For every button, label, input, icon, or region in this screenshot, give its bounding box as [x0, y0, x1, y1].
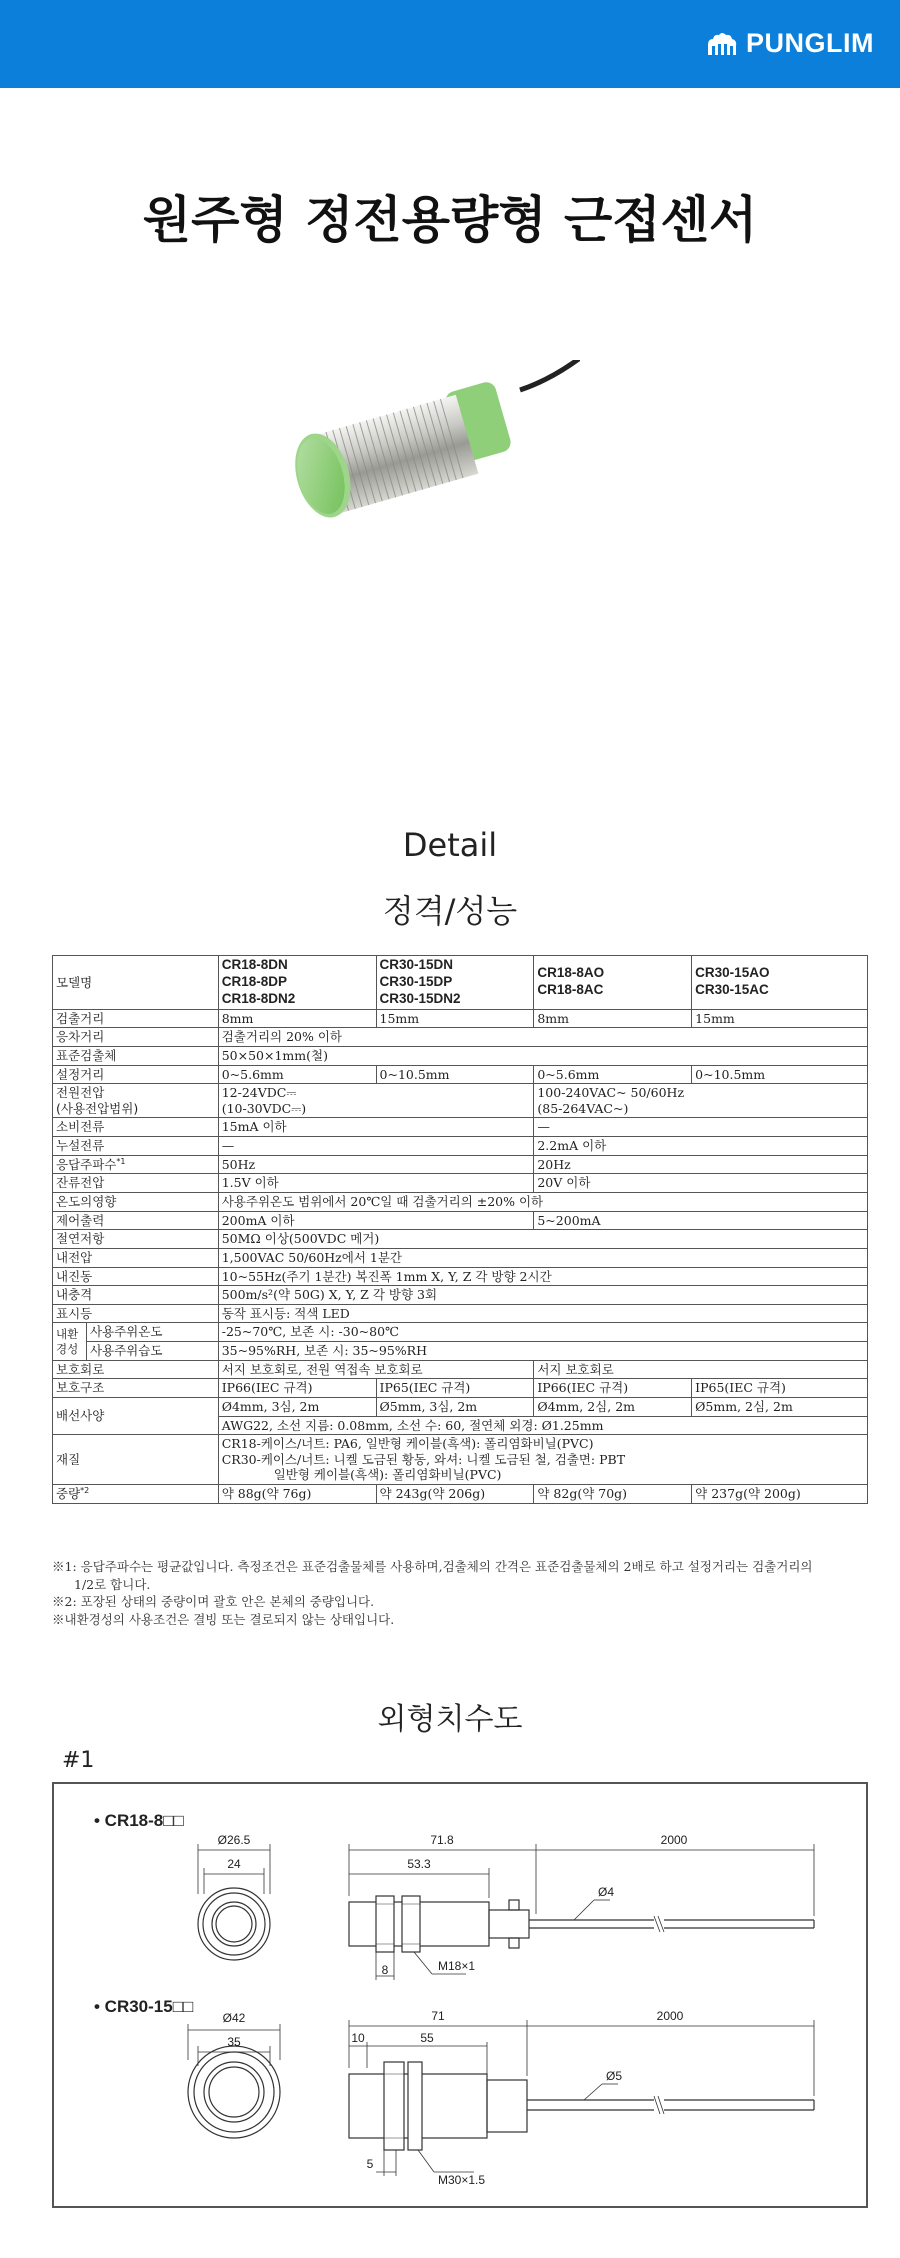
dim-label: 71	[431, 2009, 445, 2023]
table-row	[53, 1174, 868, 1193]
dimension-drawing	[52, 1782, 868, 2208]
model-cell: CR30-15AO CR30-15AC	[692, 956, 868, 1010]
table-row	[53, 1230, 868, 1249]
dim-label: 55	[420, 2031, 434, 2045]
table-cell: -25~70℃, 보존 시: -30~80℃	[218, 1323, 867, 1342]
drawing-canvas	[54, 1784, 866, 2206]
table-row	[53, 1286, 868, 1305]
row-label: 제어출력	[53, 1211, 219, 1230]
table-cell: Ø4mm, 2심, 2m	[534, 1397, 692, 1416]
table-cell: Ø5mm, 3심, 2m	[376, 1397, 534, 1416]
dim-label: M30×1.5	[438, 2173, 486, 2187]
table-row	[53, 1342, 868, 1361]
row-label: 절연저항	[53, 1230, 219, 1249]
table-row	[53, 1046, 868, 1065]
footnote: 1/2로 합니다.	[74, 1576, 151, 1592]
table-row	[53, 1193, 868, 1212]
brand-logo[interactable]	[706, 28, 874, 59]
spec-heading: 정격/성능	[382, 892, 518, 930]
model-cell: CR18-8DN CR18-8DP CR18-8DN2	[218, 956, 376, 1010]
table-cell: 2.2mA 이하	[534, 1137, 868, 1156]
table-cell: 35~95%RH, 보존 시: 35~95%RH	[218, 1342, 867, 1361]
table-cell: 약 243g(약 206g)	[376, 1485, 534, 1504]
product-image	[280, 360, 580, 540]
row-label: 내환경성	[53, 1323, 87, 1360]
table-cell: 0~10.5mm	[376, 1065, 534, 1084]
table-cell: Ø5mm, 2심, 2m	[692, 1397, 868, 1416]
dim-label: Ø26.5	[217, 1833, 251, 1847]
table-cell: 0~10.5mm	[692, 1065, 868, 1084]
dim-label: 53.3	[407, 1857, 431, 1871]
table-row	[53, 956, 868, 1010]
table-cell: IP65(IEC 규격)	[376, 1379, 534, 1398]
row-label: 검출거리	[53, 1009, 219, 1028]
dim-label: 5	[366, 2157, 374, 2171]
table-row	[53, 1211, 868, 1230]
table-row	[53, 1360, 868, 1379]
table-cell: 검출거리의 20% 이하	[218, 1028, 867, 1047]
table-cell: Ø4mm, 3심, 2m	[218, 1397, 376, 1416]
dim-label: 10	[351, 2031, 365, 2045]
table-cell: 50Hz	[218, 1155, 534, 1174]
row-label: 설정거리	[53, 1065, 219, 1084]
brand-name: PUNGLIM	[746, 28, 874, 58]
table-row	[53, 1137, 868, 1156]
table-cell: 1.5V 이하	[218, 1174, 534, 1193]
table-cell: 8mm	[534, 1009, 692, 1028]
table-cell: 0~5.6mm	[534, 1065, 692, 1084]
detail-heading: Detail	[402, 826, 498, 864]
row-label: 응차거리	[53, 1028, 219, 1047]
table-cell: IP66(IEC 규격)	[534, 1379, 692, 1398]
spec-table	[52, 955, 868, 1504]
table-row	[53, 1304, 868, 1323]
row-label: 내전압	[53, 1248, 219, 1267]
table-cell: 100-240VAC~ 50/60Hz (85-264VAC~)	[534, 1084, 868, 1118]
table-cell: 20V 이하	[534, 1174, 868, 1193]
figure-label: #1	[62, 1748, 95, 1773]
table-cell: 10~55Hz(주기 1분간) 복진폭 1mm X, Y, Z 각 방향 2시간	[218, 1267, 867, 1286]
page-title: 원주형 정전용량형 근접센서	[142, 191, 758, 249]
footnote: ※내환경성의 사용조건은 결빙 또는 결로되지 않는 상태입니다.	[52, 1611, 395, 1627]
table-cell: 15mA 이하	[218, 1118, 534, 1137]
dimensions-heading: 외형치수도	[377, 1702, 523, 1737]
dim-label: Ø5	[606, 2069, 623, 2083]
row-label: 내진동	[53, 1267, 219, 1286]
row-sublabel: 사용주위습도	[86, 1342, 218, 1361]
dim-label: 71.8	[430, 1833, 454, 1847]
table-cell: 약 237g(약 200g)	[692, 1485, 868, 1504]
table-row	[53, 1155, 868, 1174]
table-row	[53, 1323, 868, 1342]
table-cell: 200mA 이하	[218, 1211, 534, 1230]
table-cell: —	[218, 1137, 534, 1156]
table-cell: AWG22, 소선 지름: 0.08mm, 소선 수: 60, 절연체 외경: Ø1.25mm	[218, 1416, 867, 1435]
table-row	[53, 1028, 868, 1047]
table-cell: CR18-케이스/너트: PA6, 일반형 케이블(흑색): 폴리염화비닐(PVC) CR30-케이스/너트: 니켈 도금된 황동, 와셔: 니켈 도금된 철, 검출면: PBT 일반형 케이블(흑색): 폴리염화비닐(PVC)	[218, 1435, 867, 1485]
table-cell: IP65(IEC 규격)	[692, 1379, 868, 1398]
table-row	[53, 1267, 868, 1286]
table-cell: 사용주위온도 범위에서 20℃일 때 검출거리의 ±20% 이하	[218, 1193, 867, 1212]
row-label: 보호구조	[53, 1379, 219, 1398]
footnotes	[52, 1558, 872, 1628]
dim-label: 2000	[656, 2009, 684, 2023]
table-cell: 약 88g(약 76g)	[218, 1485, 376, 1504]
row-label: 중량$^{*2}$	[53, 1485, 219, 1504]
row-label: 보호회로	[53, 1360, 219, 1379]
table-cell: —	[534, 1118, 868, 1137]
dim-label: 8	[381, 1963, 389, 1977]
model-cell: CR30-15DN CR30-15DP CR30-15DN2	[376, 956, 534, 1010]
model-label-b: • CR30-15□□	[94, 1997, 194, 2016]
row-label: 배선사양	[53, 1397, 219, 1434]
row-label: 표시등	[53, 1304, 219, 1323]
table-cell: 500m/s²(약 50G) X, Y, Z 각 방향 3회	[218, 1286, 867, 1305]
table-cell: 15mm	[692, 1009, 868, 1028]
dim-label: M18×1	[438, 1959, 476, 1973]
table-row	[53, 1397, 868, 1416]
table-cell: IP66(IEC 규격)	[218, 1379, 376, 1398]
table-row	[53, 1118, 868, 1137]
table-cell: 8mm	[218, 1009, 376, 1028]
table-cell: 서지 보호회로, 전원 역접속 보호회로	[218, 1360, 534, 1379]
header-bar	[0, 0, 900, 88]
table-cell: 50×50×1mm(철)	[218, 1046, 867, 1065]
table-cell: 동작 표시등: 적색 LED	[218, 1304, 867, 1323]
row-label: 표준검출체	[53, 1046, 219, 1065]
model-cell: CR18-8AO CR18-8AC	[534, 956, 692, 1010]
table-cell: 5~200mA	[534, 1211, 868, 1230]
dim-label: 2000	[660, 1833, 688, 1847]
table-cell: 20Hz	[534, 1155, 868, 1174]
row-label: 소비전류	[53, 1118, 219, 1137]
table-row	[53, 1379, 868, 1398]
table-row	[53, 1435, 868, 1485]
table-cell: 15mm	[376, 1009, 534, 1028]
row-label: 전원전압 (사용전압범위)	[53, 1084, 219, 1118]
footnote: ※1: 응답주파수는 평균값입니다. 측정조건은 표준검출물체를 사용하며,검출체의 간격은 표준검출물체의 2배로 하고 설정거리는 검출거리의	[52, 1559, 813, 1574]
table-row	[53, 1084, 868, 1118]
table-row	[53, 1009, 868, 1028]
dim-label: Ø42	[222, 2011, 246, 2025]
dim-label: Ø4	[598, 1885, 615, 1899]
punglim-logo-icon	[706, 31, 738, 57]
table-cell: 약 82g(약 70g)	[534, 1485, 692, 1504]
row-label: 재질	[53, 1435, 219, 1485]
row-label: 응답주파수$^{*1}$	[53, 1155, 219, 1174]
table-cell: 50MΩ 이상(500VDC 메거)	[218, 1230, 867, 1249]
table-cell: 1,500VAC 50/60Hz에서 1분간	[218, 1248, 867, 1267]
row-label: 누설전류	[53, 1137, 219, 1156]
table-cell: 0~5.6mm	[218, 1065, 376, 1084]
model-label-a: • CR18-8□□	[94, 1811, 184, 1830]
row-label: 잔류전압	[53, 1174, 219, 1193]
row-sublabel: 사용주위온도	[86, 1323, 218, 1342]
table-row	[53, 1065, 868, 1084]
table-row	[53, 1485, 868, 1504]
footnote: ※2: 포장된 상태의 중량이며 괄호 안은 본체의 중량입니다.	[52, 1594, 375, 1609]
dim-label: 24	[227, 1857, 241, 1871]
dim-label: 35	[227, 2035, 241, 2049]
table-cell: 12-24VDC⎓ (10-30VDC⎓)	[218, 1084, 534, 1118]
row-label: 온도의영향	[53, 1193, 219, 1212]
row-label: 모델명	[53, 956, 219, 1010]
row-label: 내충격	[53, 1286, 219, 1305]
table-cell: 서지 보호회로	[534, 1360, 868, 1379]
table-row	[53, 1248, 868, 1267]
